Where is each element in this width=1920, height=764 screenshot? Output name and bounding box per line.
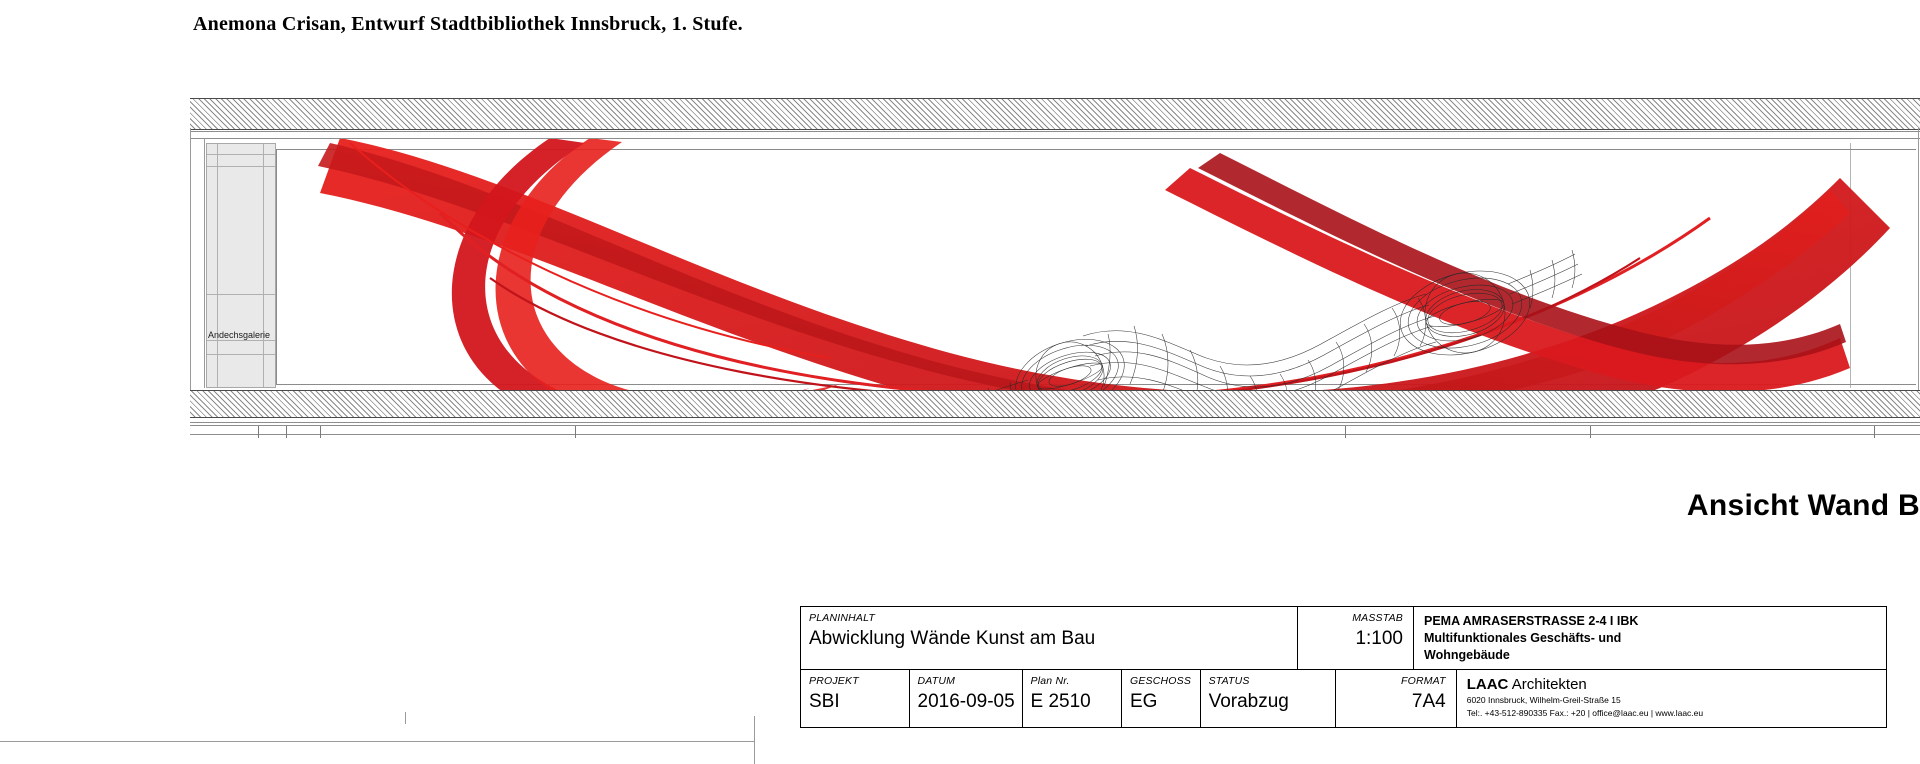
view-label: Ansicht Wand B <box>1686 489 1920 522</box>
format-value: 7A4 <box>1411 691 1446 712</box>
geschoss-value: EG <box>1129 691 1158 712</box>
company-address: 6020 Innsbruck, Wilhelm-Greil-Straße 15 <box>1466 695 1621 705</box>
projekt-label: PROJEKT <box>809 675 859 687</box>
elevation-drawing <box>190 98 1920 438</box>
datum-value: 2016-09-05 <box>917 691 1015 712</box>
page-title: Anemona Crisan, Entwurf Stadtbibliothek Innsbruck, 1. Stufe. <box>193 13 743 35</box>
field-masstab <box>1298 607 1414 669</box>
gallery-label: Andechsgalerie <box>208 330 271 340</box>
field-projekt <box>801 670 910 727</box>
datum-label: DATUM <box>917 675 956 687</box>
artwork-graphic <box>190 98 1920 438</box>
projekt-value: SBI <box>809 691 840 712</box>
crop-mark-vertical <box>754 716 755 764</box>
company-name <box>1467 676 1878 693</box>
crop-mark-horizontal <box>0 741 754 742</box>
status-value: Vorabzug <box>1208 691 1289 712</box>
field-datum <box>910 670 1023 727</box>
drawing-line <box>190 434 1920 435</box>
masstab-value: 1:100 <box>1355 628 1403 649</box>
status-label: STATUS <box>1208 675 1250 687</box>
project-title-line-2: Multifunktionales Geschäfts- und <box>1424 630 1622 645</box>
project-title-cell <box>1414 607 1886 669</box>
drawing-line <box>190 422 1920 423</box>
plannr-value: E 2510 <box>1030 691 1091 712</box>
planinhalt-value: Abwicklung Wände Kunst am Bau <box>809 628 1096 649</box>
field-status <box>1201 670 1337 727</box>
geschoss-label: GESCHOSS <box>1129 675 1192 687</box>
field-plan-nr <box>1023 670 1122 727</box>
field-geschoss <box>1122 670 1201 727</box>
planinhalt-label: PLANINHALT <box>809 612 875 624</box>
crop-mark-tick <box>405 712 406 724</box>
title-block <box>800 606 1887 728</box>
project-title-line-3: Wohngebäude <box>1424 647 1510 662</box>
plannr-label: Plan Nr. <box>1030 675 1070 687</box>
company-name-bold: LAAC <box>1466 676 1509 693</box>
project-title-line-1: PEMA AMRASERSTRASSE 2-4 I IBK <box>1424 614 1639 628</box>
company-name-rest: Architekten <box>1508 676 1587 693</box>
masstab-label: MASSTAB <box>1352 612 1403 624</box>
company-contact: Tel:. +43-512-890335 Fax.: +20 | office@laac.eu | www.laac.eu <box>1466 708 1704 719</box>
company-info-cell <box>1457 670 1886 727</box>
format-label: FORMAT <box>1400 675 1446 687</box>
drawing-line <box>190 425 1920 426</box>
field-planinhalt <box>801 607 1298 669</box>
field-format <box>1336 670 1456 727</box>
hatched-slab-bottom <box>190 390 1920 418</box>
